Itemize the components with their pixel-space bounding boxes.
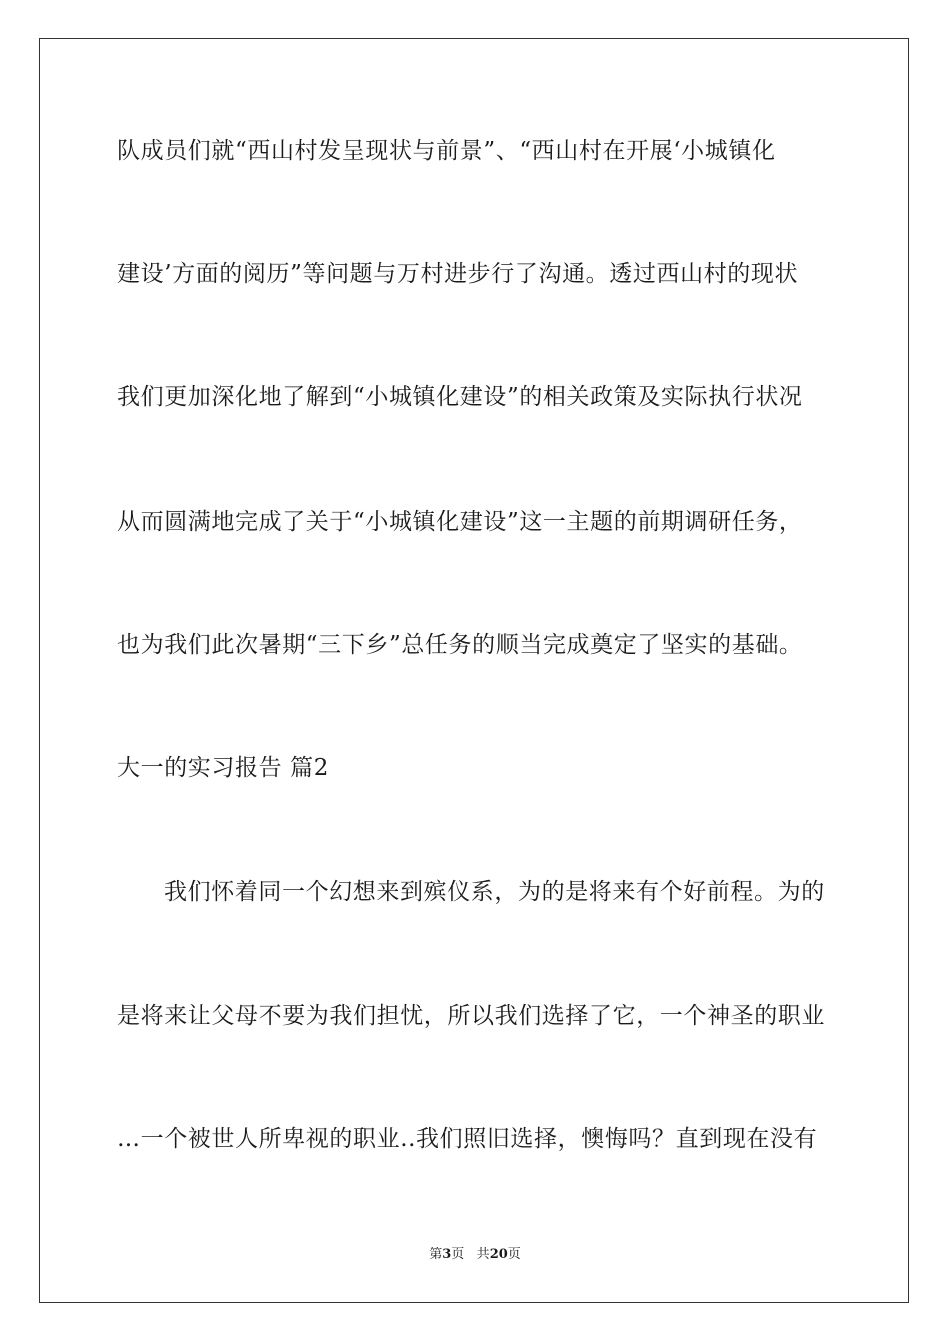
footer-total-prefix: 共 [476, 1247, 490, 1262]
paragraph-2-line-1: 我们怀着同一个幻想来到殡仪系，为的是将来有个好前程。为的 [164, 879, 825, 905]
paragraph-1-line-5: 也为我们此次暑期“三下乡”总任务的顺当完成奠定了坚实的基础。 [117, 632, 803, 658]
page-border [39, 38, 909, 1303]
paragraph-1-line-1: 队成员们就“西山村发呈现状与前景”、“西山村在开展‘小城镇化 [117, 138, 776, 164]
paragraph-1-line-3: 我们更加深化地了解到“小城镇化建设”的相关政策及实际执行状况 [117, 384, 803, 410]
footer-page-number: 3 [442, 1247, 452, 1262]
footer-total-suffix: 页 [507, 1247, 521, 1262]
footer-page-prefix: 第 [429, 1247, 443, 1262]
paragraph-1-line-2: 建设’方面的阅历”等问题与万村进步行了沟通。透过西山村的现状 [117, 261, 799, 287]
paragraph-2-line-3: …一个被世人所卑视的职业..我们照旧选择，懊悔吗？直到现在没有 [117, 1126, 818, 1152]
footer-total-number: 20 [489, 1247, 508, 1262]
page-footer [0, 1246, 950, 1264]
section-heading: 大一的实习报告 篇2 [117, 755, 329, 781]
paragraph-2-line-2: 是将来让父母不要为我们担忧，所以我们选择了它，一个神圣的职业 [117, 1003, 825, 1029]
paragraph-1-line-4: 从而圆满地完成了关于“小城镇化建设”这一主题的前期调研任务， [117, 509, 803, 535]
footer-page-suffix: 页 [451, 1247, 465, 1262]
